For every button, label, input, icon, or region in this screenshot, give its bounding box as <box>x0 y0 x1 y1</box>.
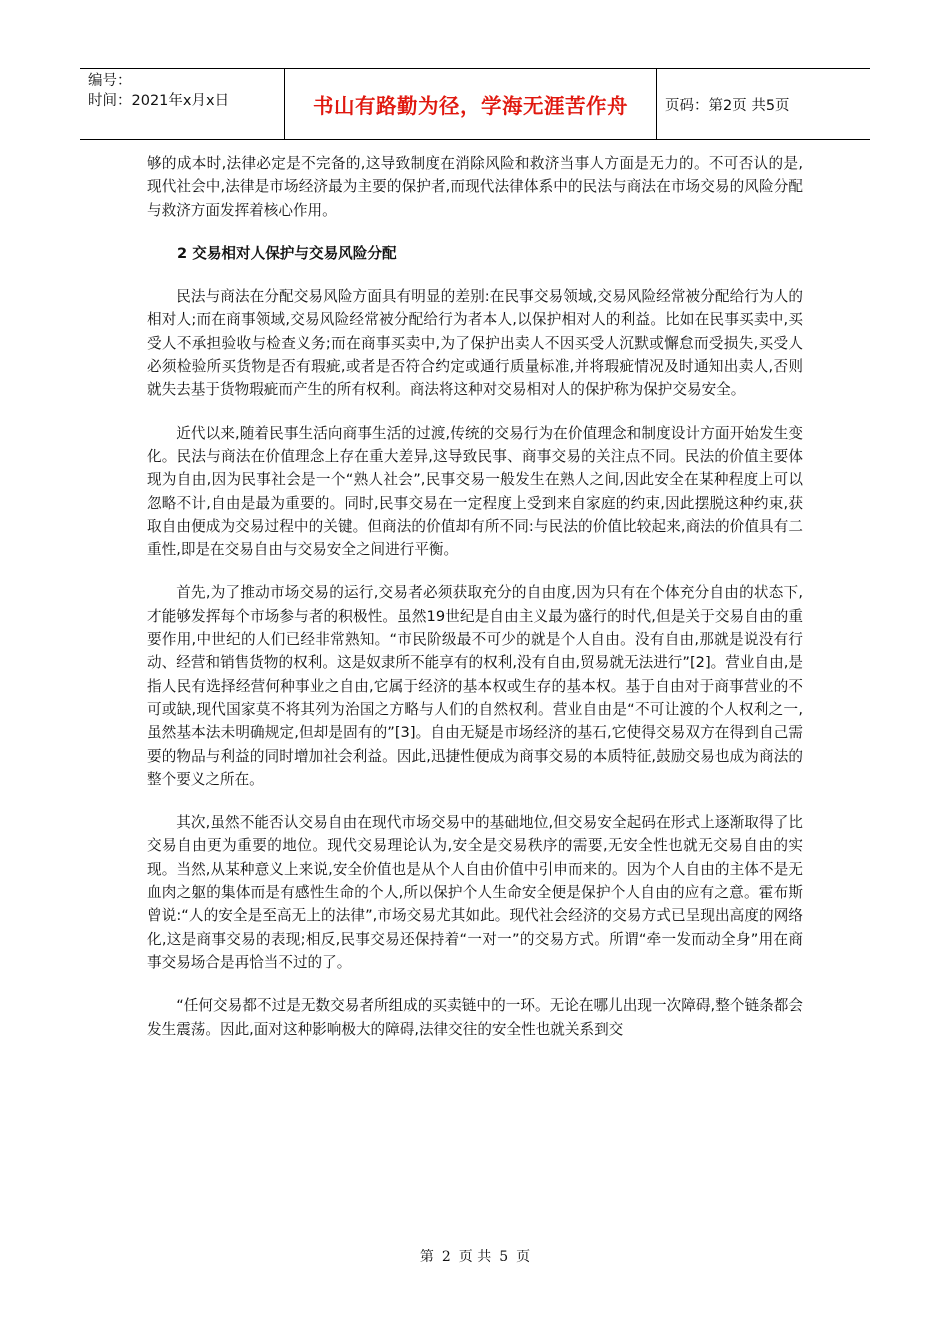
paragraph: 民法与商法在分配交易风险方面具有明显的差别:在民事交易领域,交易风险经常被分配给行为人的相对人;而在商事领域,交易风险经常被分配给行为者本人,以保护相对人的利益。比如在民事买卖中,买受人不承担验收与检查义务;而在商事买卖中,为了保护出卖人不因买受人沉默或懈怠而受损失,买受人必须检验所买货物是否有瑕疵,或者是否符合约定或通行质量标准,并将瑕疵情况及时通知出卖人,否则就失去基于货物瑕疵而产生的所有权利。商法将这种对交易相对人的保护称为保护交易安全。 <box>147 288 803 399</box>
page-header <box>80 68 870 140</box>
paragraph-continued: 够的成本时,法律必定是不完备的,这导致制度在消除风险和救济当事人方面是无力的。不可否认的是,现代社会中,法律是市场经济最为主要的保护者,而现代法律体系中的民法与商法在市场交易的风险分配与救济方面发挥着核心作用。 <box>147 155 803 219</box>
footer-page-number: 2 <box>441 1249 451 1265</box>
document-body <box>147 152 803 1041</box>
paragraph: 首先,为了推动市场交易的运行,交易者必须获取充分的自由度,因为只有在个体充分自由的状态下,才能够发挥每个市场参与者的积极性。虽然19世纪是自由主义最为盛行的时代,但是关于交易自由的重要作用,中世纪的人们已经非常熟知。“市民阶级最不可少的就是个人自由。没有自由,那就是说没有行动、经营和销售货物的权利。这是奴隶所不能享有的权利,没有自由,贸易就无法进行”[2]。营业自由,是指人民有选择经营何种事业之自由,它属于经济的基本权或生存的基本权。基于自由对于商事营业的不可或缺,现代国家莫不将其列为治国之方略与人们的自然权利。营业自由是“不可让渡的个人权利之一,虽然基本法未明确规定,但却是固有的”[3]。自由无疑是市场经济的基石,它使得交易双方在得到自己需要的物品与利益的同时增加社会利益。因此,迅捷性便成为商事交易的本质特征,鼓励交易也成为商法的整个要义之所在。 <box>147 584 803 788</box>
header-meta <box>80 69 284 139</box>
paragraph: 近代以来,随着民事生活向商事生活的过渡,传统的交易行为在价值理念和制度设计方面开始发生变化。民法与商法在价值理念上存在重大差异,这导致民事、商事交易的关注点不同。民法的价值主要体现为自由,因为民事社会是一个“熟人社会”,民事交易一般发生在熟人之间,因此安全在某种程度上可以忽略不计,自由是最为重要的。同时,民事交易在一定程度上受到来自家庭的约束,因此摆脱这种约束,获取自由便成为交易过程中的关键。但商法的价值却有所不同:与民法的价值比较起来,商法的价值具有二重性,即是在交易自由与交易安全之间进行平衡。 <box>147 424 803 559</box>
doc-date-label: 时间：2021年x月x日 <box>88 93 230 109</box>
footer-page-total: 5 <box>499 1249 509 1265</box>
page-footer <box>0 1246 950 1266</box>
paragraph: 其次,虽然不能否认交易自由在现代市场交易中的基础地位,但交易安全起码在形式上逐渐取得了比交易自由更为重要的地位。现代交易理论认为,安全是交易秩序的需要,无安全性也就无交易自由的实现。当然,从某种意义上来说,安全价值也是从个人自由价值中引申而来的。因为个人自由的主体不是无血肉之躯的集体而是有感性生命的个人,所以保护个人生命安全便是保护个人自由的应有之意。霍布斯曾说:“人的安全是至高无上的法律”,市场交易尤其如此。现代社会经济的交易方式已呈现出高度的网络化,这是商事交易的表现;相反,民事交易还保持着“一对一”的交易方式。所谓“牵一发而动全身”用在商事交易场合是再恰当不过的了。 <box>147 814 803 971</box>
section-heading: 2 交易相对人保护与交易风险分配 <box>177 244 397 262</box>
footer-page-suffix: 页 <box>516 1249 531 1265</box>
footer-page-mid: 页 共 <box>458 1249 492 1265</box>
doc-number-label: 编号： <box>88 73 132 89</box>
header-motto: 书山有路勤为径，学海无涯苦作舟 <box>284 69 657 139</box>
paragraph: “任何交易都不过是无数交易者所组成的买卖链中的一环。无论在哪儿出现一次障碍,整个链条都会发生震荡。因此,面对这种影响极大的障碍,法律交往的安全性也就关系到交 <box>147 997 803 1038</box>
header-page-info: 页码：第2页 共5页 <box>665 97 790 114</box>
footer-page-prefix: 第 <box>419 1249 434 1265</box>
